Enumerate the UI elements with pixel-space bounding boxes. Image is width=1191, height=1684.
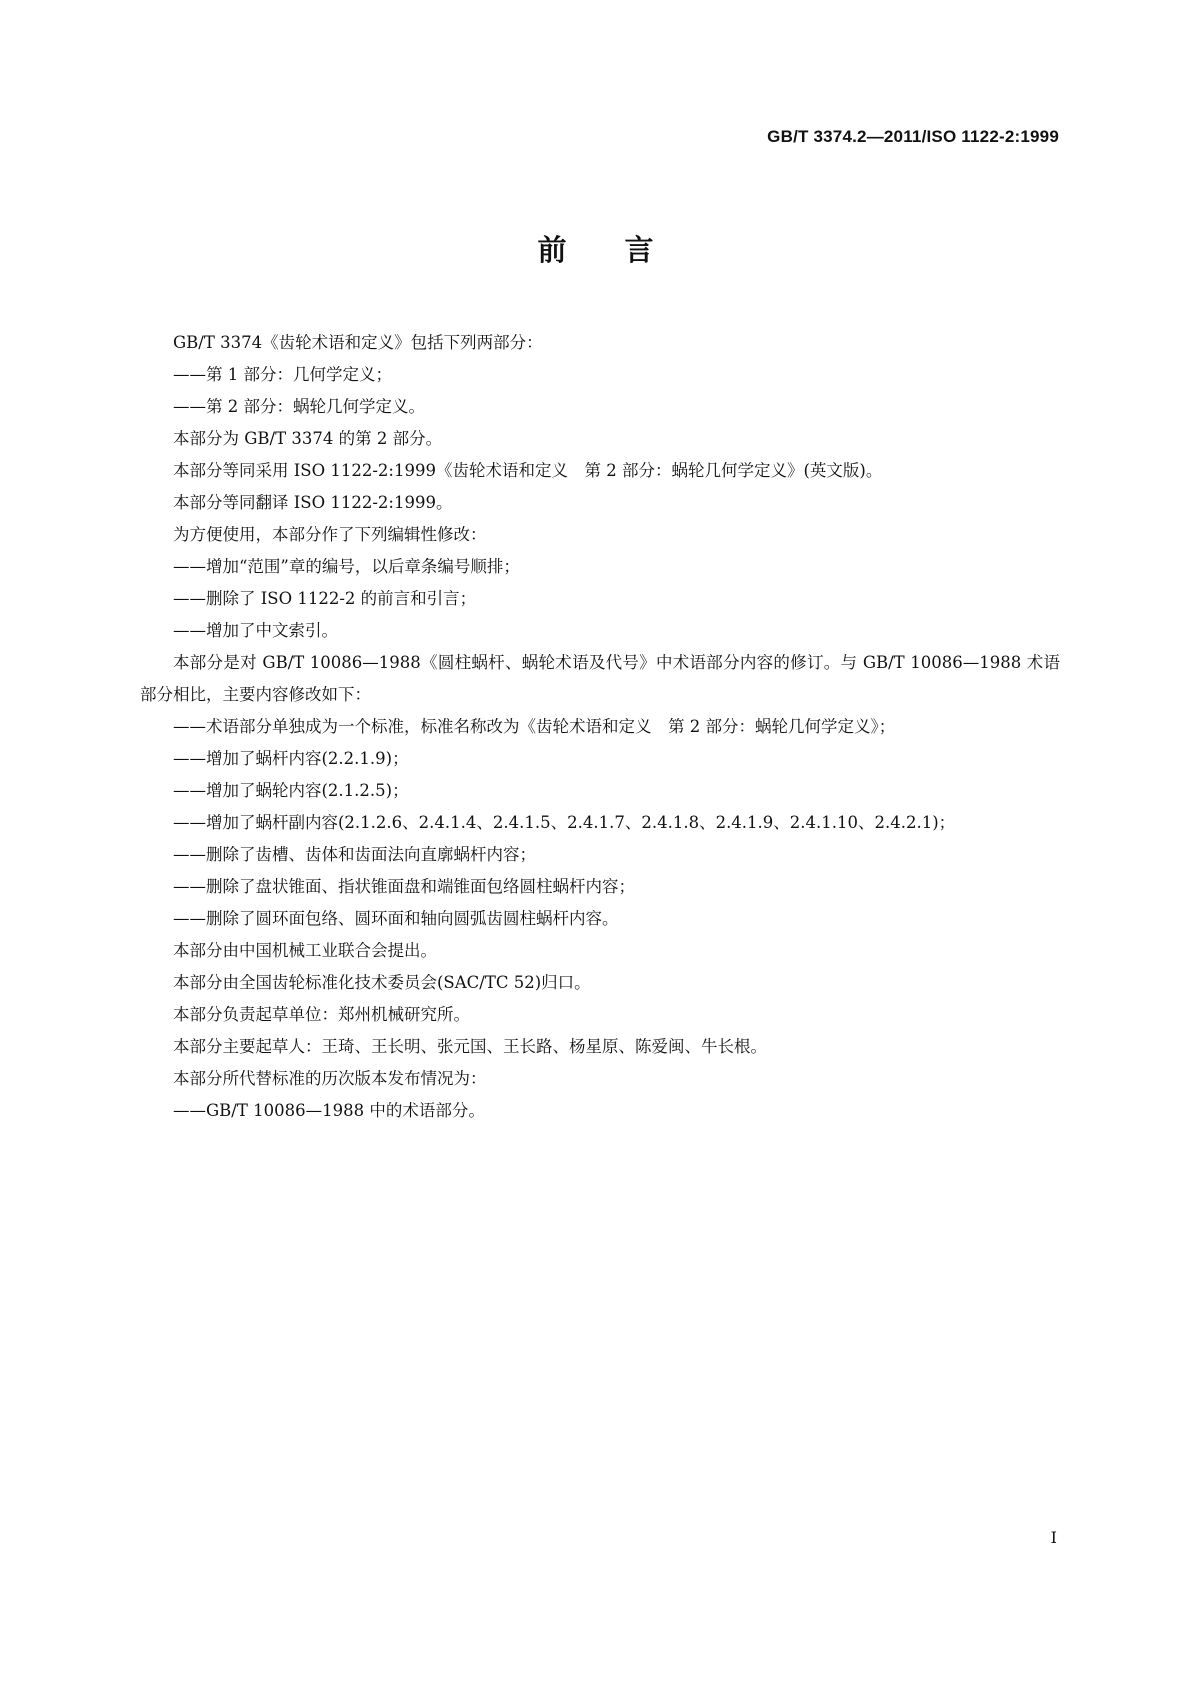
paragraph-revision: 本部分是对 GB/T 10086—1988《圆柱蜗杆、蜗轮术语及代号》中术语部分内容的修订。与 GB/T 10086—1988 术语部分相比，主要内容修改如下： bbox=[140, 653, 1060, 704]
page-number: I bbox=[1050, 1528, 1057, 1547]
list-item-change-4: ——增加了蜗杆副内容(2.1.2.6、2.4.1.4、2.4.1.5、2.4.1.7、2.4.1.8、2.4.1.9、2.4.1.10、2.4.2.1)； bbox=[173, 813, 956, 832]
paragraph-editorial-changes: 为方便使用，本部分作了下列编辑性修改： bbox=[173, 525, 487, 544]
list-item-previous-edition: ——GB/T 10086—1988 中的术语部分。 bbox=[173, 1101, 485, 1120]
paragraph-drafting-unit: 本部分负责起草单位：郑州机械研究所。 bbox=[173, 1005, 470, 1024]
paragraph-equivalent-translation: 本部分等同翻译 ISO 1122-2:1999。 bbox=[173, 493, 453, 512]
paragraph-equivalent-adoption: 本部分等同采用 ISO 1122-2:1999《齿轮术语和定义 第 2 部分：蜗轮几何学定义》(英文版)。 bbox=[173, 461, 883, 480]
foreword-body bbox=[140, 327, 1060, 1127]
list-item-change-3: ——增加了蜗轮内容(2.1.2.5)； bbox=[173, 781, 409, 800]
paragraph-centralized: 本部分由全国齿轮标准化技术委员会(SAC/TC 52)归口。 bbox=[173, 973, 591, 992]
list-item-part-2: ——第 2 部分：蜗轮几何学定义。 bbox=[173, 397, 425, 416]
paragraph-this-part: 本部分为 GB/T 3374 的第 2 部分。 bbox=[173, 429, 443, 448]
paragraph-drafters: 本部分主要起草人：王琦、王长明、张元国、王长路、杨星原、陈爱闽、牛长根。 bbox=[173, 1037, 767, 1056]
paragraph-previous-editions: 本部分所代替标准的历次版本发布情况为： bbox=[173, 1069, 487, 1088]
list-item-change-2: ——增加了蜗杆内容(2.2.1.9)； bbox=[173, 749, 409, 768]
list-item-editorial-3: ——增加了中文索引。 bbox=[173, 621, 338, 640]
list-item-change-5: ——删除了齿槽、齿体和齿面法向直廓蜗杆内容； bbox=[173, 845, 536, 864]
list-item-part-1: ——第 1 部分：几何学定义； bbox=[173, 365, 392, 384]
list-item-editorial-1: ——增加“范围”章的编号，以后章条编号顺排； bbox=[173, 557, 520, 576]
list-item-change-7: ——删除了圆环面包络、圆环面和轴向圆弧齿圆柱蜗杆内容。 bbox=[173, 909, 619, 928]
list-item-change-6: ——删除了盘状锥面、指状锥面盘和端锥面包络圆柱蜗杆内容； bbox=[173, 877, 635, 896]
page-title: 前 言 bbox=[537, 233, 654, 267]
list-item-editorial-2: ——删除了 ISO 1122-2 的前言和引言； bbox=[173, 589, 477, 608]
list-item-change-1: ——术语部分单独成为一个标准，标准名称改为《齿轮术语和定义 第 2 部分：蜗轮几何学定义》； bbox=[173, 717, 896, 736]
standard-number-header: GB/T 3374.2—2011/ISO 1122-2:1999 bbox=[767, 127, 1059, 146]
paragraph-proposer: 本部分由中国机械工业联合会提出。 bbox=[173, 941, 437, 960]
paragraph-parts-intro: GB/T 3374《齿轮术语和定义》包括下列两部分： bbox=[173, 333, 543, 352]
